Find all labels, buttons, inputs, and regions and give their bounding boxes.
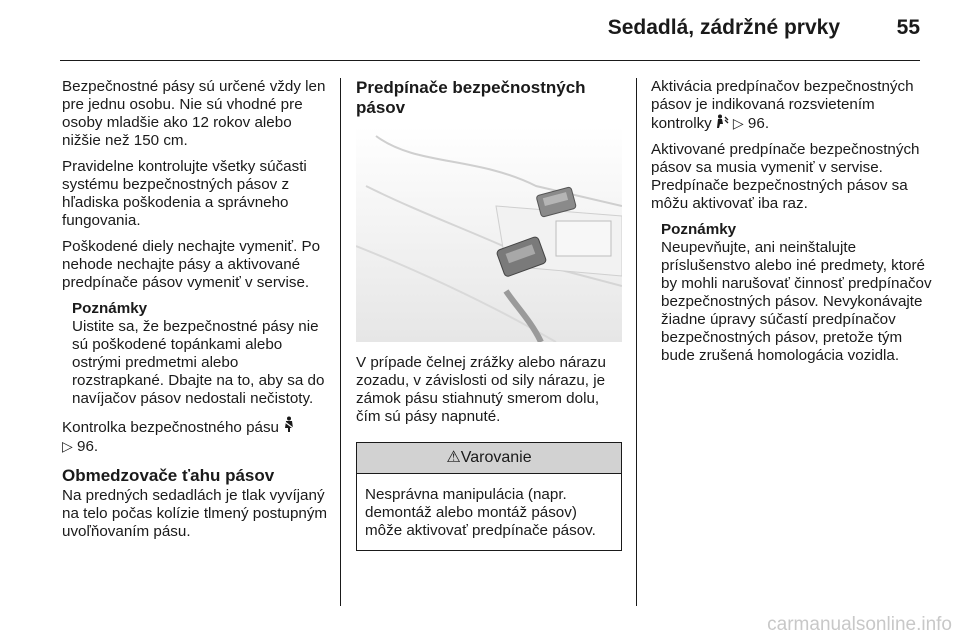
seatbelt-indicator-text: Kontrolka bezpečnostného pásu — [62, 419, 280, 436]
column-1 — [62, 78, 332, 549]
header-rule — [60, 60, 920, 61]
section-heading: Predpínače bezpečnostných pásov — [356, 78, 586, 117]
note-text: Neupevňujte, ani neinštalujte príslušenstvo alebo iné predmety, ktoré by mohli narušovať činnosť predpínačov bezpečnostných pásov. Nevykonávajte žiadne úpravy súčastí predpínačov bezpečnostných pásov, pretože tým bude zrušená homologácia vozidla. — [661, 239, 932, 364]
page-number: 55 — [896, 16, 920, 39]
column-divider-1 — [340, 78, 341, 606]
reference-arrow-icon: ▷ — [732, 115, 744, 131]
page-reference[interactable]: 96. — [747, 115, 770, 132]
paragraph: V prípade čelnej zrážky alebo nárazu zozadu, v závislosti od sily nárazu, je zámok pásu stiahnutý smerom dolu, čím sú pásy napnuté. — [356, 354, 606, 425]
note-block — [72, 300, 332, 408]
note-title: Poznámky — [72, 300, 148, 317]
paragraph — [651, 78, 933, 133]
watermark: carmanualsonline.info — [767, 614, 952, 635]
paragraph: Aktivované predpínače bezpečnostných pásov sa musia vymeniť v servise. Predpínače bezpečnostných pásov sa môžu aktivovať iba raz. — [651, 141, 920, 212]
paragraph: Bezpečnostné pásy sú určené vždy len pre jednu osobu. Nie sú vhodné pre osoby mladšie ako 12 rokov alebo nižšie než 150 cm. — [62, 78, 326, 149]
running-header: Sedadlá, zádržné prvky — [607, 16, 840, 39]
section-heading: Obmedzovače ťahu pásov — [62, 466, 275, 485]
seatbelt-buckle-illustration — [356, 126, 622, 342]
reference-arrow-icon: ▷ — [62, 438, 73, 454]
warning-box — [356, 442, 622, 551]
paragraph: Pravidelne kontrolujte všetky súčasti systému bezpečnostných pásov z hľadiska poškodenia a správneho fungovania. — [62, 158, 307, 229]
warning-header — [357, 443, 621, 474]
column-2 — [356, 78, 626, 551]
airbag-warning-icon — [716, 115, 733, 131]
note-block — [661, 221, 933, 365]
warning-triangle-icon: ⚠ — [446, 449, 461, 466]
note-title: Poznámky — [661, 221, 737, 238]
paragraph: Poškodené diely nechajte vymeniť. Po nehode nechajte pásy a aktivované predpínače pásov vymeniť v servise. — [62, 238, 321, 291]
warning-text: Nesprávna manipulácia (napr. demontáž alebo montáž pásov) môže aktivovať predpínače pásov. — [365, 486, 596, 539]
column-divider-2 — [636, 78, 637, 606]
note-text: Uistite sa, že bezpečnostné pásy nie sú poškodené topánkami alebo ostrými predmetmi alebo rozstrapkané. Dbajte na to, aby sa do navíjačov pásov nedostali nečistoty. — [72, 318, 325, 407]
paragraph: Na predných sedadlách je tlak vyvíjaný na telo počas kolízie tlmený postupným uvoľňovaním pásu. — [62, 487, 328, 540]
column-3 — [651, 78, 933, 373]
page-reference[interactable]: 96. — [77, 438, 99, 455]
seatbelt-warning-icon — [283, 419, 295, 435]
paragraph — [62, 416, 332, 456]
warning-title: Varovanie — [460, 449, 532, 466]
pretensioner-indicator-text: Aktivácia predpínačov bezpečnostných pásov je indikovaná rozsvietením kontrolky — [651, 78, 914, 132]
